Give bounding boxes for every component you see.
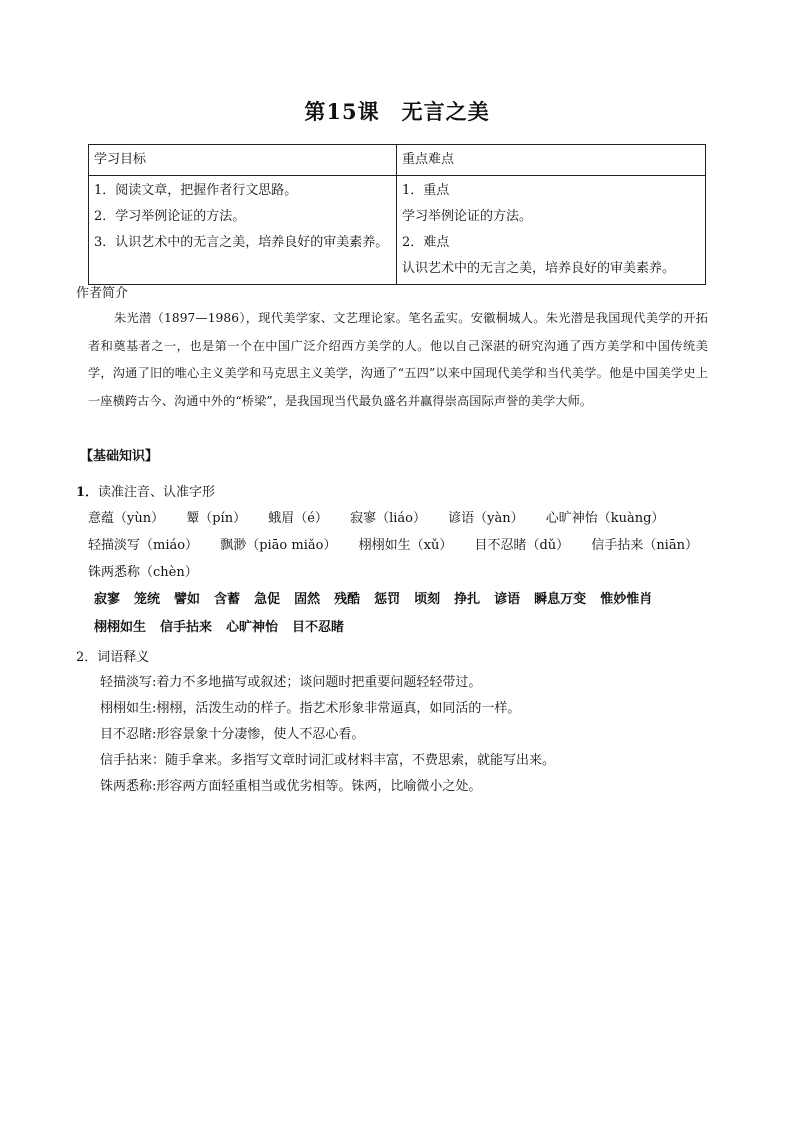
bold-word: 譬如 <box>174 592 201 607</box>
vocab-item: 谚语（yàn） <box>448 511 524 526</box>
vocab-list <box>88 505 728 586</box>
definition-item: 目不忍睹:形容景象十分凄惨，使人不忍心看。 <box>100 727 365 742</box>
vocab-item: 目不忍睹（dǔ） <box>474 538 570 553</box>
bold-word: 信手拈来 <box>160 619 213 635</box>
section-1-title: 读准注音、认准字形 <box>98 485 216 500</box>
goals-table <box>88 144 706 285</box>
goals-header: 学习目标 <box>89 145 397 176</box>
bold-word: 谚语 <box>494 592 521 607</box>
key-point-item: 1．重点 <box>402 183 450 198</box>
vocab-item: 轻描淡写（miáo） <box>88 538 199 553</box>
vocab-item: 心旷神怡（kuàng） <box>545 511 665 526</box>
vocab-item: 信手拈来（niān） <box>591 538 698 553</box>
goals-cell <box>89 176 397 285</box>
bold-word: 惩罚 <box>374 592 401 607</box>
definition-item: 铢两悉称:形容两方面轻重相当或优劣相等。铢两，比喻微小之处。 <box>100 779 482 794</box>
bold-word: 急促 <box>254 592 281 607</box>
vocab-item: 颦（pín） <box>186 511 247 526</box>
key-points-cell <box>397 176 706 285</box>
lesson-number: 第15课 <box>304 99 380 124</box>
goal-item: 3．认识艺术中的无言之美，培养良好的审美素养。 <box>94 235 389 250</box>
section-1-number: 1． <box>76 485 99 500</box>
key-point-item: 学习举例论证的方法。 <box>402 209 533 224</box>
vocab-item: 意蕴（yùn） <box>88 511 165 526</box>
bold-word: 心旷神怡 <box>226 619 279 635</box>
bold-word: 惟妙惟肖 <box>600 592 653 607</box>
bold-word: 目不忍睹 <box>292 619 345 635</box>
key-point-item: 认识艺术中的无言之美，培养良好的审美素养。 <box>402 261 676 276</box>
basic-knowledge-heading: 【基础知识】 <box>80 449 159 464</box>
author-heading: 作者简介 <box>76 286 129 301</box>
page-title <box>0 96 794 126</box>
bold-word: 寂寥 <box>94 592 121 607</box>
key-point-item: 2．难点 <box>402 235 450 250</box>
bold-word: 顷刻 <box>414 592 441 607</box>
goal-item: 1．阅读文章，把握作者行文思路。 <box>94 183 298 198</box>
lesson-name: 无言之美 <box>401 99 490 124</box>
bold-word: 瞬息万变 <box>534 592 587 607</box>
definition-item: 信手拈来：随手拿来。多指写文章时词汇或材料丰富，不费思索，就能写出来。 <box>100 753 556 768</box>
key-points-header: 重点难点 <box>397 145 706 176</box>
author-body: 朱光潜（1897—1986），现代美学家、文艺理论家。笔名孟实。安徽桐城人。朱光潜是我国现代美学的开拓者和奠基者之一，也是第一个在中国广泛介绍西方美学的人。他以自己深湛的研究沟通了西方美学和中国传统美学，沟通了旧的唯心主义美学和马克思主义美学，沟通了“五四”以来中国现代美学和当代美学。他是中国美学史上一座横跨古今、沟通中外的“桥梁”，是我国现当代最负盛名并赢得崇高国际声誉的美学大师。 <box>88 311 708 408</box>
vocab-item: 铢两悉称（chèn） <box>88 565 198 580</box>
definition-list <box>100 670 720 800</box>
bold-word: 栩栩如生 <box>94 619 147 635</box>
goal-item: 2．学习举例论证的方法。 <box>94 209 246 224</box>
vocab-item: 寂寥（liáo） <box>350 511 426 526</box>
bold-word: 含蓄 <box>214 592 241 607</box>
bold-word: 挣扎 <box>454 592 481 607</box>
vocab-item: 栩栩如生（xǔ） <box>358 538 453 553</box>
section-2-heading: 2．词语释义 <box>76 650 150 665</box>
definition-item: 栩栩如生:栩栩，活泼生动的样子。指艺术形象非常逼真，如同活的一样。 <box>100 701 521 716</box>
bold-word-list <box>94 586 734 641</box>
bold-word: 固然 <box>294 592 321 607</box>
vocab-item: 飘渺（piāo miǎo） <box>220 538 337 553</box>
bold-word: 残酷 <box>334 592 361 607</box>
definition-item: 轻描淡写:着力不多地描写或叙述；谈问题时把重要问题轻轻带过。 <box>100 675 482 690</box>
section-1-heading <box>76 481 215 500</box>
vocab-item: 蛾眉（é） <box>268 511 328 526</box>
bold-word: 笼统 <box>134 592 161 607</box>
